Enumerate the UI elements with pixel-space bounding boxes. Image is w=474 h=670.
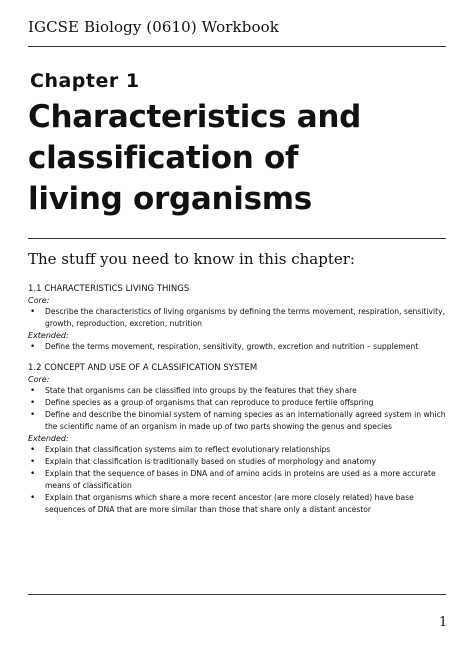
bullet-icon: •: [30, 457, 36, 467]
chapter-title-line: Characteristics and: [28, 99, 362, 135]
section-heading: 1.1 CHARACTERISTICS LIVING THINGS: [28, 284, 190, 294]
header-divider: [28, 46, 446, 47]
list-item: [28, 468, 448, 492]
bullet-icon: •: [30, 398, 36, 408]
extended-label: Extended:: [28, 434, 69, 443]
chapter-title: [28, 97, 458, 220]
list-item-text: Explain that classification systems aim to reflect evolutionary relationships: [45, 445, 331, 454]
objective-section: [28, 283, 448, 353]
section-divider: [28, 238, 446, 239]
section-heading: 1.2 CONCEPT AND USE OF A CLASSIFICATION SYSTEM: [28, 363, 258, 373]
list-item: [28, 492, 448, 516]
list-item: [28, 444, 448, 456]
list-item-text: Define the terms movement, respiration, sensitivity, growth, excretion and nutrition – supplement: [45, 342, 419, 351]
core-list: [28, 385, 448, 433]
list-item-text: Explain that the sequence of bases in DNA and of amino acids in proteins are used as a more accurate means of classification: [45, 469, 436, 490]
bullet-icon: •: [30, 307, 36, 317]
list-item-text: Define species as a group of organisms that can reproduce to produce fertile offspring: [45, 398, 374, 407]
chapter-title-line: living organisms: [28, 181, 312, 217]
list-item-text: Explain that classification is traditionally based on studies of morphology and anatomy: [45, 457, 376, 466]
extended-list: [28, 444, 448, 516]
list-item-text: State that organisms can be classified into groups by the features that they share: [45, 386, 357, 395]
extended-list: [28, 341, 448, 353]
list-item: [28, 409, 448, 433]
list-item: [28, 456, 448, 468]
list-item: [28, 385, 448, 397]
list-item-text: Define and describe the binomial system of naming species as an internationally agreed system in which the scientific name of an organism in made up of two parts showing the genus and species: [45, 410, 446, 431]
chapter-objectives: [28, 283, 448, 516]
workbook-header-title: IGCSE Biology (0610) Workbook: [28, 18, 279, 36]
bullet-icon: •: [30, 386, 36, 396]
chapter-label: Chapter 1: [30, 70, 140, 92]
core-label: Core:: [28, 296, 50, 305]
bullet-icon: •: [30, 469, 36, 479]
bullet-icon: •: [30, 342, 36, 352]
chapter-title-line: classification of: [28, 140, 299, 176]
bullet-icon: •: [30, 445, 36, 455]
objective-section: [28, 362, 448, 516]
list-item: [28, 397, 448, 409]
page-number: 1: [439, 615, 448, 630]
footer-divider: [28, 594, 446, 595]
chapter-intro: The stuff you need to know in this chapter:: [28, 250, 355, 268]
core-label: Core:: [28, 375, 50, 384]
bullet-icon: •: [30, 493, 36, 503]
list-item: [28, 306, 448, 330]
extended-label: Extended:: [28, 331, 69, 340]
core-list: [28, 306, 448, 330]
list-item-text: Explain that organisms which share a more recent ancestor (are more closely related) have base sequences of DNA that are more similar than those that share only a distant ancestor: [45, 493, 414, 514]
bullet-icon: •: [30, 410, 36, 420]
list-item-text: Describe the characteristics of living organisms by defining the terms movement, respiration, sensitivity, growth, reproduction, excretion, nutrition: [45, 307, 445, 328]
list-item: [28, 341, 448, 353]
